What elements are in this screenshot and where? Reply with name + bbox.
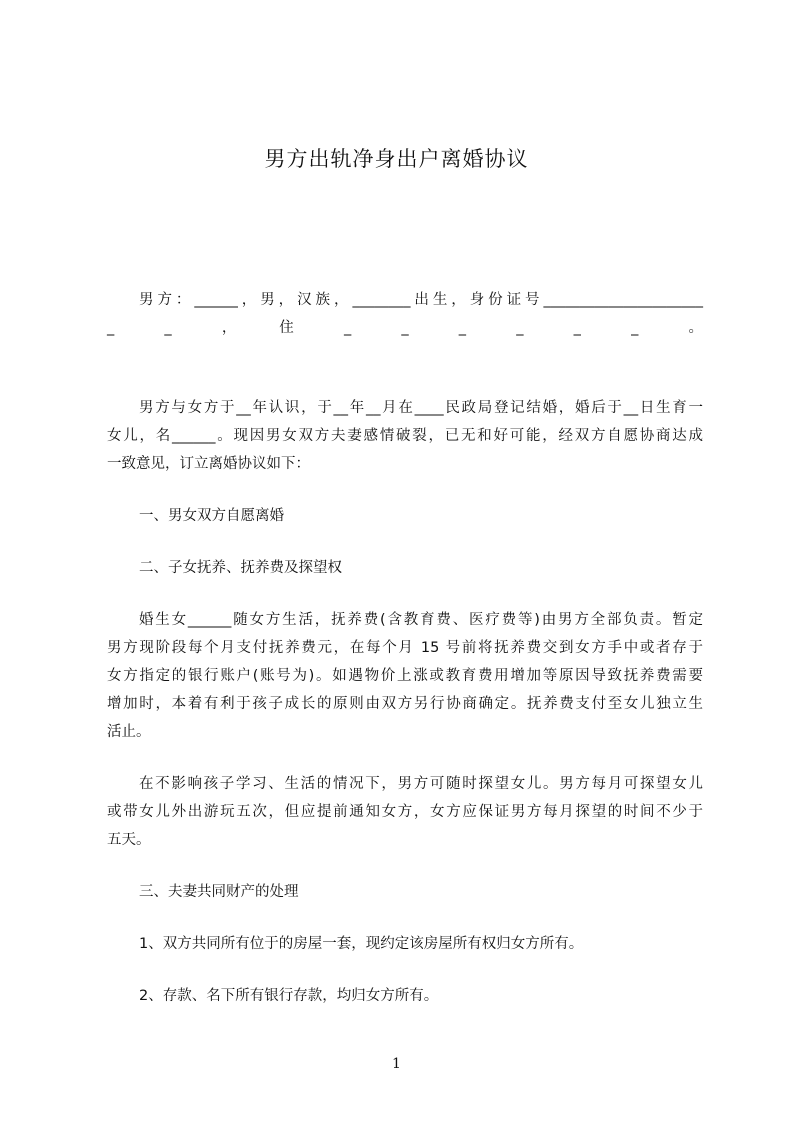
document-title: 男方出轨净身出户离婚协议 bbox=[264, 147, 529, 171]
party-line-1: 男方：______，男，汉族，________出生，身份证号______________________ bbox=[139, 292, 703, 308]
custody-line: 女方指定的银行账户(账号为)。如遇物价上涨或教育费用增加等原因导致抚养费需要 bbox=[107, 668, 703, 684]
visitation-line: 在不影响孩子学习、生活的情况下，男方可随时探望女儿。男方每月可探望女儿 bbox=[139, 776, 703, 792]
custody-line: 活止。 bbox=[107, 724, 151, 740]
page-number: 1 bbox=[392, 1056, 401, 1072]
visitation-line: 五天。 bbox=[107, 832, 151, 848]
custody-line: 增加时，本着有利于孩子成长的原则由双方另行协商确定。抚养费支付至女儿独立生 bbox=[107, 696, 703, 712]
property-item-1: 1、双方共同所有位于的房屋一套，现约定该房屋所有权归女方所有。 bbox=[139, 936, 584, 952]
section-heading-2: 二、子女抚养、抚养费及探望权 bbox=[139, 560, 342, 576]
visitation-line: 或带女儿外出游玩五次，但应提前通知女方，女方应保证男方每月探望的时间不少于 bbox=[107, 804, 703, 820]
intro-line: 男方与女方于__年认识，于__年__月在____民政局登记结婚，婚后于__日生育一 bbox=[139, 400, 703, 416]
section-heading-3: 三、夫妻共同财产的处理 bbox=[139, 884, 299, 900]
custody-line: 男方现阶段每个月支付抚养费元，在每个月 15 号前将抚养费交到女方手中或者存于 bbox=[107, 640, 703, 656]
section-heading-1: 一、男女双方自愿离婚 bbox=[139, 508, 284, 524]
party-line-2: _ _ ， 住 _ _ _ _ _ _ 。 bbox=[107, 320, 703, 336]
intro-line: 女儿，名______。现因男女双方夫妻感情破裂，已无和好可能，经双方自愿协商达成 bbox=[107, 428, 703, 444]
property-item-2: 2、存款、名下所有银行存款，均归女方所有。 bbox=[139, 988, 439, 1004]
custody-line: 婚生女______随女方生活，抚养费(含教育费、医疗费等)由男方全部负责。暂定 bbox=[139, 612, 703, 628]
intro-line: 一致意见，订立离婚协议如下： bbox=[107, 456, 310, 472]
